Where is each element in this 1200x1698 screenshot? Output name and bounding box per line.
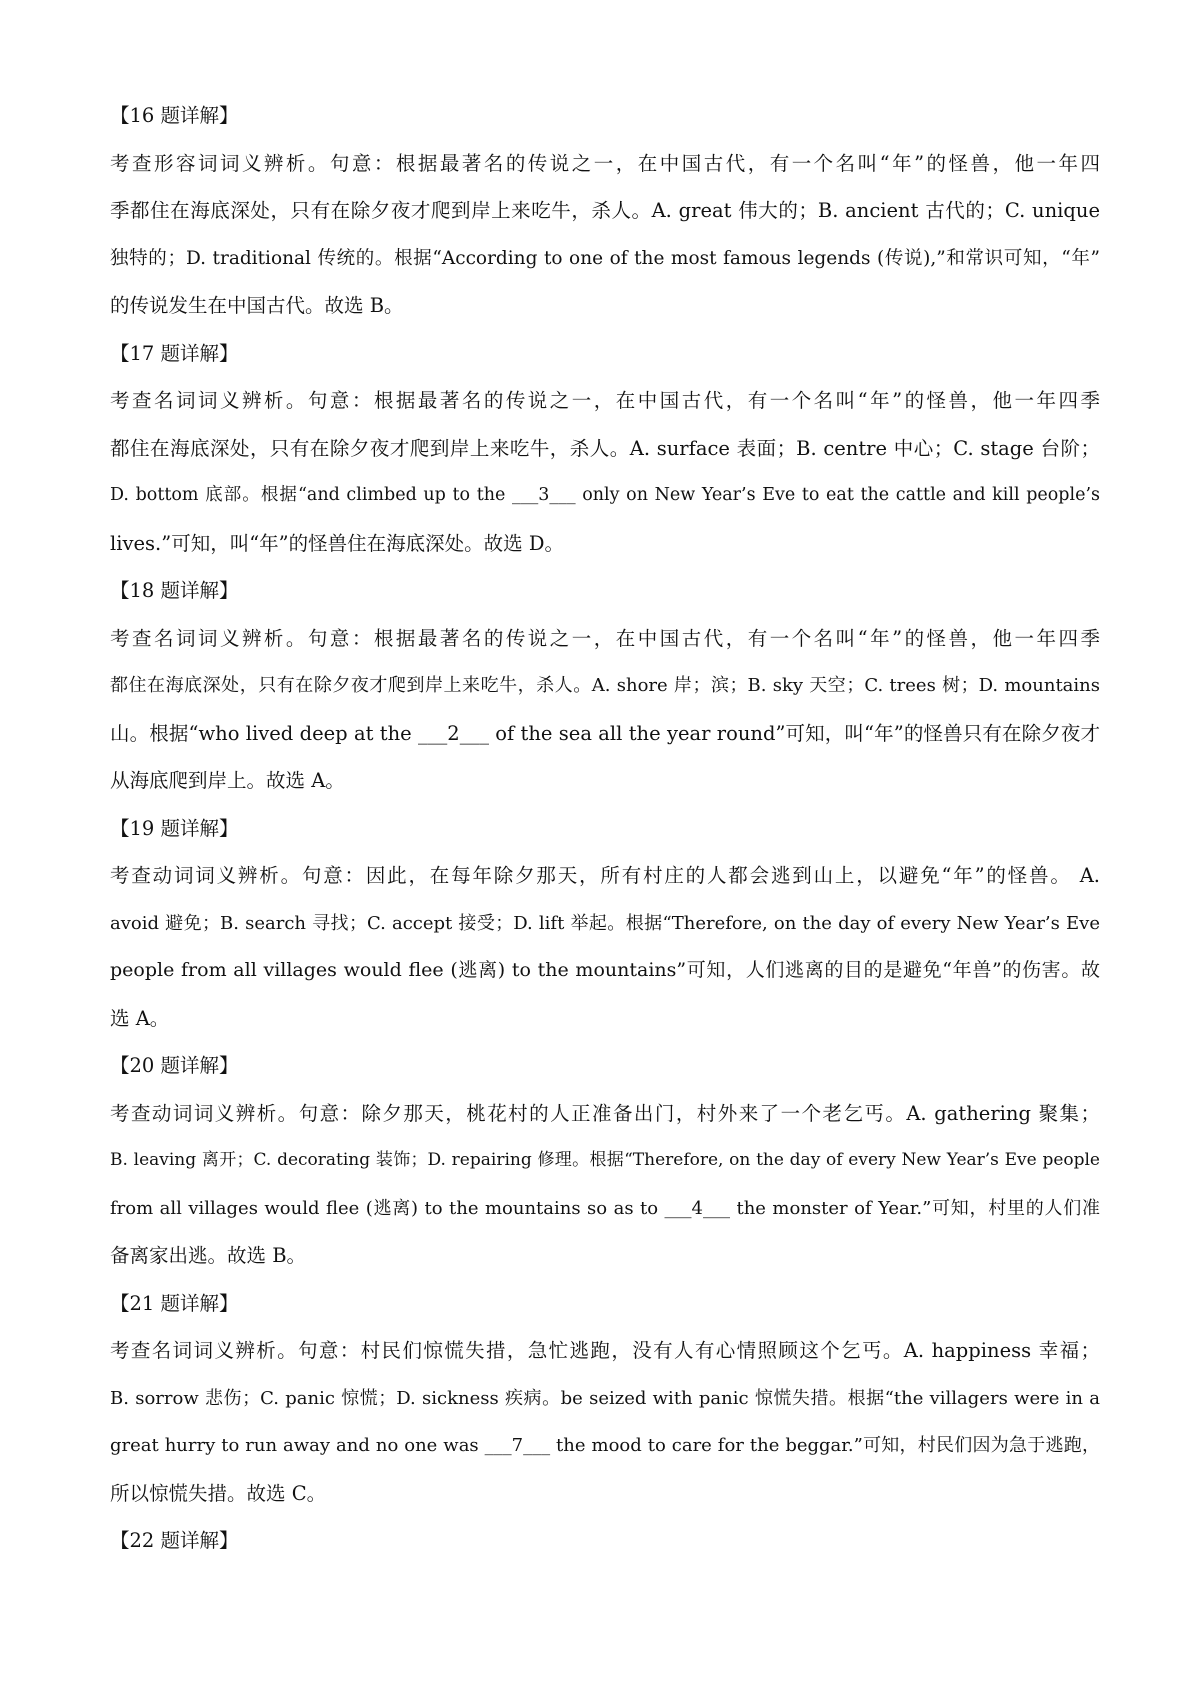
paragraph-line: B. sorrow 悲伤；C. panic 惊慌；D. sickness 疾病。be seized with panic 惊慌失措。根据“the villagers were in a: [110, 1387, 1100, 1409]
section-heading: 【18 题详解】: [110, 579, 239, 602]
paragraph-line: B. leaving 离开；C. decorating 装饰；D. repairing 修理。根据“Therefore, on the day of every New Year’s Eve people: [110, 1150, 1100, 1170]
paragraph-line: 考查名词词义辨析。句意：根据最著名的传说之一，在中国古代，有一个名叫“年”的怪兽，他一年四季: [110, 626, 1100, 650]
section-heading: 【19 题详解】: [110, 816, 239, 840]
paragraph-line: people from all villages would flee (逃离) to the mountains”可知，人们逃离的目的是避免“年兽”的伤害。故: [110, 959, 1100, 981]
paragraph-line: 从海底爬到岸上。故选 A。: [110, 769, 345, 792]
section-heading: 【17 题详解】: [110, 341, 239, 365]
paragraph-line: from all villages would flee (逃离) to the mountains so as to ___4___ the monster of Year.”可知，村里的人们准: [110, 1197, 1100, 1219]
paragraph-line: 季都住在海底深处，只有在除夕夜才爬到岸上来吃牛，杀人。A. great 伟大的；B. ancient 古代的；C. unique: [110, 199, 1100, 222]
paragraph-line: 考查名词词义辨析。句意：村民们惊慌失措，急忙逃跑，没有人有心情照顾这个乞丐。A. happiness 幸福；: [110, 1339, 1100, 1362]
paragraph-line: 考查形容词词义辨析。句意：根据最著名的传说之一，在中国古代，有一个名叫“年”的怪兽，他一年四: [110, 151, 1100, 175]
section-22: [110, 1517, 1100, 1565]
paragraph-line: 独特的；D. traditional 传统的。根据“According to one of the most famous legends (传说),”和常识可知，“年”: [110, 247, 1100, 269]
paragraph-line: avoid 避免；B. search 寻找；C. accept 接受；D. lift 举起。根据“Therefore, on the day of every New Year’s Eve: [110, 912, 1100, 934]
paragraph-line: lives.”可知，叫“年”的怪兽住在海底深处。故选 D。: [110, 531, 564, 555]
paragraph-line: 山。根据“who lived deep at the ___2___ of the sea all the year round”可知，叫“年”的怪兽只有在除夕夜才: [110, 721, 1100, 745]
section-heading: 【16 题详解】: [110, 104, 239, 127]
section-heading: 【20 题详解】: [110, 1054, 239, 1077]
section-18: [110, 567, 1100, 805]
paragraph-line: 的传说发生在中国古代。故选 B。: [110, 294, 404, 317]
paragraph-line: great hurry to run away and no one was ___7___ the mood to care for the beggar.”可知，村民们因为急于逃跑，: [110, 1435, 1100, 1456]
section-21: [110, 1280, 1100, 1518]
section-20: [110, 1042, 1100, 1280]
section-heading: 【22 题详解】: [110, 1529, 239, 1552]
paragraph-line: 都住在海底深处，只有在除夕夜才爬到岸上来吃牛，杀人。A. surface 表面；B. centre 中心；C. stage 台阶；: [110, 436, 1100, 460]
document-page: [110, 92, 1100, 1565]
section-16: [110, 92, 1100, 330]
paragraph-line: 考查动词词义辨析。句意：因此，在每年除夕那天，所有村庄的人都会逃到山上，以避免“年”的怪兽。 A.: [110, 864, 1100, 887]
paragraph-line: 考查名词词义辨析。句意：根据最著名的传说之一，在中国古代，有一个名叫“年”的怪兽，他一年四季: [110, 389, 1100, 412]
paragraph-line: 备离家出逃。故选 B。: [110, 1244, 307, 1267]
paragraph-line: 选 A。: [110, 1006, 170, 1030]
section-heading: 【21 题详解】: [110, 1291, 239, 1315]
paragraph-line: 都住在海底深处，只有在除夕夜才爬到岸上来吃牛，杀人。A. shore 岸；滨；B. sky 天空；C. trees 树；D. mountains: [110, 675, 1100, 696]
section-17: [110, 330, 1100, 568]
paragraph-line: D. bottom 底部。根据“and climbed up to the ___3___ only on New Year’s Eve to eat the cattle and kill people’s: [110, 485, 1100, 505]
paragraph-line: 考查动词词义辨析。句意：除夕那天，桃花村的人正准备出门，村外来了一个老乞丐。A. gathering 聚集；: [110, 1101, 1100, 1125]
paragraph-line: 所以惊慌失措。故选 C。: [110, 1481, 327, 1505]
section-19: [110, 805, 1100, 1043]
